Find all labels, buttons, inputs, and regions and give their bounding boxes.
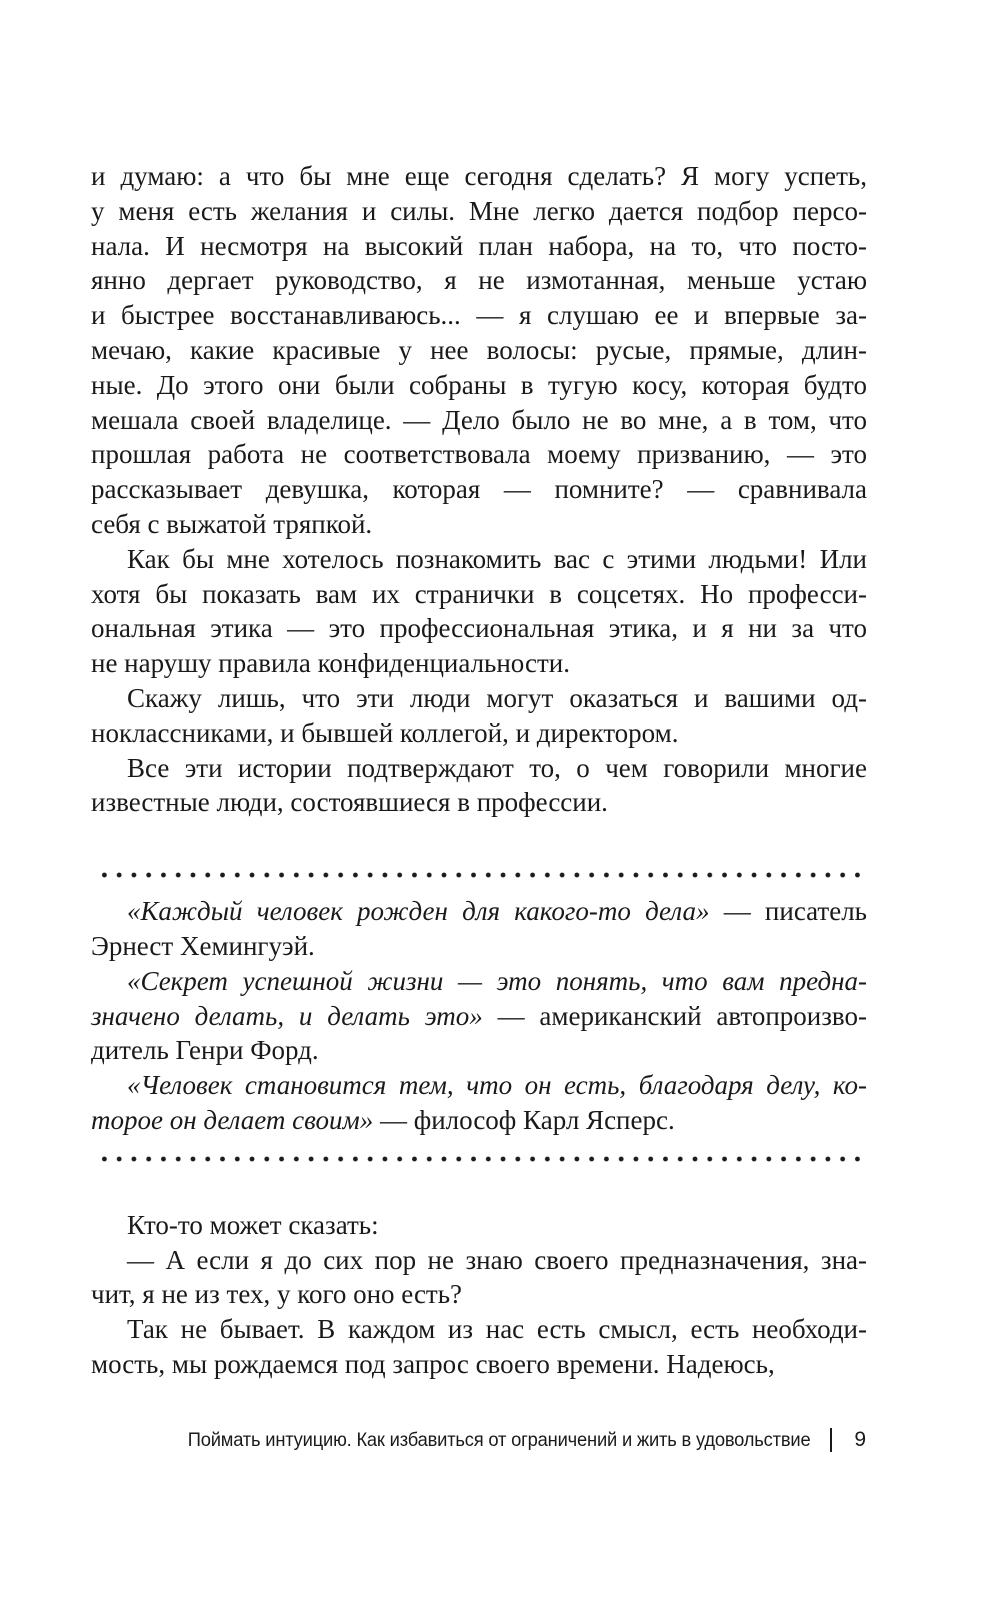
- dotted-separator: [97, 872, 865, 878]
- page-footer: [148, 1428, 866, 1452]
- page-text: [91, 159, 867, 1382]
- text-line: значено делать, и делать это» — американский автопроизво-: [91, 1000, 867, 1031]
- text-line: «Секрет успешной жизни — это понять, что вам предна-: [127, 965, 867, 996]
- text-line: торое он делает своим» — философ Карл Ясперс.: [91, 1104, 675, 1135]
- footer-divider: [830, 1428, 832, 1452]
- text-line: дитель Генри Форд.: [91, 1035, 319, 1066]
- text-line: Так не бывает. В каждом из нас есть смысл, есть необходи-: [127, 1314, 867, 1345]
- body-paragraph: [91, 1208, 867, 1243]
- page-number: 9: [854, 1428, 866, 1451]
- text-line: ные. До этого они были собраны в тугую косу, которая будто: [91, 369, 867, 400]
- text-line: «Человек становится тем, что он есть, благодаря делу, ко-: [127, 1070, 867, 1101]
- body-paragraph: [91, 542, 867, 681]
- text-line: и думаю: а что бы мне еще сегодня сделать? Я могу успеть,: [91, 161, 867, 191]
- text-line: «Каждый человек рожден для какого-то дела» — писатель: [127, 896, 867, 927]
- text-line: ональная этика — это профессиональная этика, и я ни за что: [91, 613, 867, 644]
- text-line: и быстрее восстанавливаюсь... — я слушаю ее и впервые за-: [91, 300, 867, 331]
- body-paragraph: [91, 681, 867, 751]
- text-line: ноклассниками, и бывшей коллегой, и директором.: [91, 717, 679, 748]
- text-line: не нарушу правила конфиденциальности.: [91, 648, 570, 679]
- running-title: Поймать интуицию. Как избавиться от ограничений и жить в удовольствие: [187, 1428, 811, 1451]
- text-line: мость, мы рождаемся под запрос своего времени. Надеюсь,: [91, 1348, 775, 1379]
- body-paragraph: [91, 1312, 867, 1382]
- text-line: себя с выжатой тряпкой.: [91, 508, 373, 539]
- text-line: Как бы мне хотелось познакомить вас с этими людьми! Или: [127, 543, 867, 574]
- text-line: хотя бы показать вам их странички в соцсетях. Но професси-: [91, 578, 867, 609]
- body-paragraph: [91, 159, 867, 542]
- text-line: янно дергает руководство, я не измотанная, меньше устаю: [91, 265, 867, 296]
- quote-paragraph: [91, 964, 867, 1068]
- text-line: мечаю, какие красивые у нее волосы: русые, прямые, длин-: [91, 334, 867, 365]
- body-paragraph: [91, 1243, 867, 1313]
- text-line: Эрнест Хемингуэй.: [91, 930, 315, 961]
- text-line: Скажу лишь, что эти люди могут оказаться и вашими од-: [127, 682, 867, 713]
- text-line: прошлая работа не соответствовала моему призванию, — это: [91, 439, 867, 470]
- text-line: нала. И несмотря на высокий план набора, на то, что посто-: [91, 230, 867, 261]
- text-line: мешала своей владелице. — Дело было не во мне, а в том, что: [91, 404, 867, 435]
- body-paragraph: [91, 751, 867, 821]
- text-line: Все эти истории подтверждают то, о чем говорили многие: [127, 752, 867, 783]
- dotted-separator: [97, 1156, 865, 1162]
- quote-paragraph: [91, 894, 867, 964]
- text-line: у меня есть желания и силы. Мне легко дается подбор персо-: [91, 195, 867, 226]
- quote-paragraph: [91, 1068, 867, 1138]
- text-line: чит, я не из тех, у кого оно есть?: [91, 1279, 463, 1310]
- text-line: Кто-то может сказать:: [127, 1209, 379, 1240]
- text-line: известные люди, состоявшиеся в профессии.: [91, 787, 608, 818]
- text-line: рассказывает девушка, которая — помните? — сравнивала: [91, 474, 867, 505]
- text-line: — А если я до сих пор не знаю своего предназначения, зна-: [127, 1244, 867, 1275]
